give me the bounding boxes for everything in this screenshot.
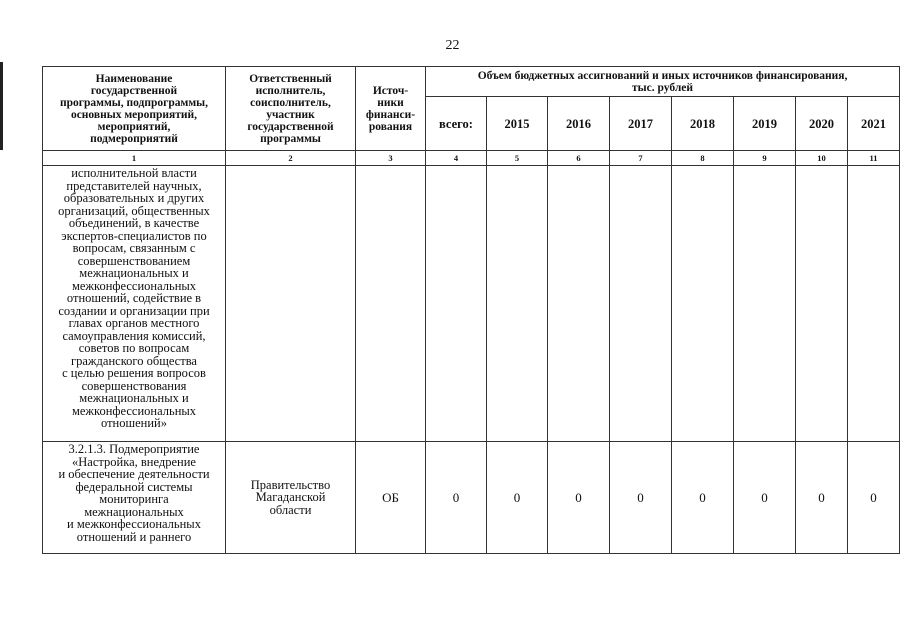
header-year: 2020	[796, 97, 848, 151]
header-budget: Объем бюджетных ассигнований и иных источников финансирования, тыс. рублей	[426, 67, 900, 97]
value-cell: 0	[796, 442, 848, 554]
value-cell: 0	[734, 442, 796, 554]
row-name-cell: 3.2.1.3. Подмероприятие «Настройка, внедрение и обеспечение деятельности федеральной системы мониторинга межнациональных и межконфессиональных отношений и раннего	[43, 442, 226, 554]
header-total: всего:	[426, 97, 487, 151]
column-number: 2	[226, 151, 356, 166]
empty-cell	[610, 166, 672, 442]
value-cell: 0	[672, 442, 734, 554]
empty-cell	[426, 166, 487, 442]
column-number: 8	[672, 151, 734, 166]
empty-cell	[487, 166, 548, 442]
header-year: 2017	[610, 97, 672, 151]
header-responsible: Ответственный исполнитель, соисполнитель, участник государственной программы	[226, 67, 356, 151]
value-cell: 0	[548, 442, 610, 554]
header-year: 2021	[848, 97, 900, 151]
column-number: 6	[548, 151, 610, 166]
responsible-cell: Правительство Магаданской области	[226, 442, 356, 554]
header-year: 2018	[672, 97, 734, 151]
header-year: 2019	[734, 97, 796, 151]
empty-cell	[548, 166, 610, 442]
header-year: 2015	[487, 97, 548, 151]
empty-cell	[672, 166, 734, 442]
column-number: 5	[487, 151, 548, 166]
budget-table	[42, 66, 900, 554]
margin-mark	[0, 62, 3, 150]
column-number: 9	[734, 151, 796, 166]
empty-cell	[356, 166, 426, 442]
header-name: Наименование государственной программы, подпрограммы, основных мероприятий, мероприятий, подмероприятий	[43, 67, 226, 151]
column-number: 11	[848, 151, 900, 166]
column-number: 3	[356, 151, 426, 166]
value-cell: 0	[848, 442, 900, 554]
table-row	[43, 442, 900, 554]
empty-cell	[734, 166, 796, 442]
empty-cell	[796, 166, 848, 442]
empty-cell	[848, 166, 900, 442]
source-cell: ОБ	[356, 442, 426, 554]
column-number: 1	[43, 151, 226, 166]
table-row	[43, 166, 900, 442]
page-number: 22	[445, 38, 460, 53]
column-numbers-row	[43, 151, 900, 166]
column-number: 7	[610, 151, 672, 166]
value-cell: 0	[610, 442, 672, 554]
header-year: 2016	[548, 97, 610, 151]
total-cell: 0	[426, 442, 487, 554]
row-name-cell: исполнительной власти представителей научных, образовательных и других организаций, общественных объединений, в качестве экспертов-специалистов по вопросам, связанным с совершенствованием межнациональных и межконфессиональных отношений, содействие в создании и организации при главах органов местного самоуправления комиссий, советов по вопросам гражданского общества с целью решения вопросов совершенствования межнациональных и межконфессиональных отношений»	[43, 166, 226, 442]
value-cell: 0	[487, 442, 548, 554]
empty-cell	[226, 166, 356, 442]
column-number: 4	[426, 151, 487, 166]
column-number: 10	[796, 151, 848, 166]
header-source: Источ- ники финанси- рования	[356, 67, 426, 151]
